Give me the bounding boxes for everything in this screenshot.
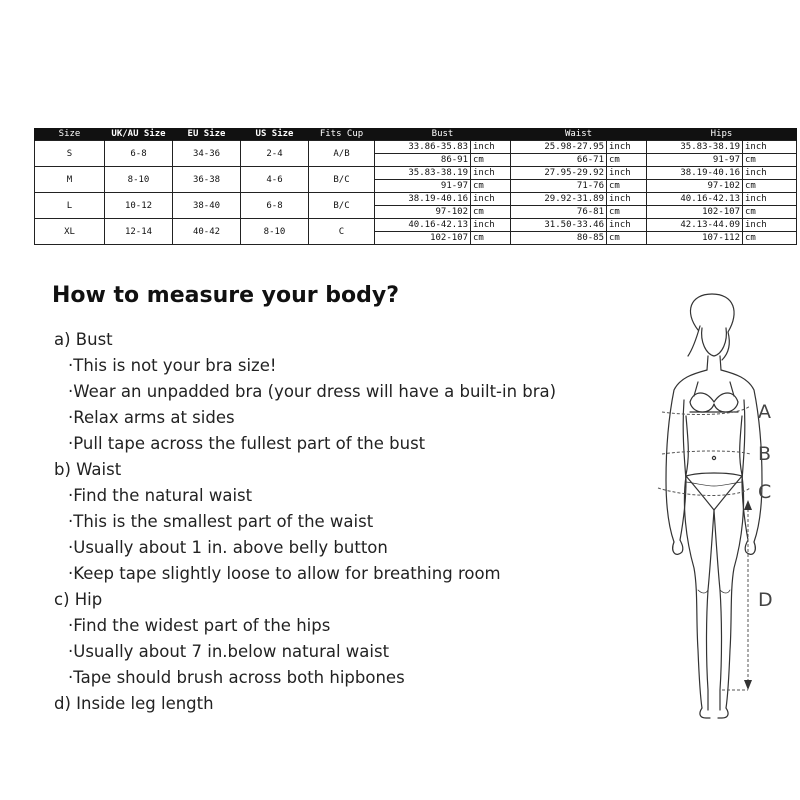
cell-size: L bbox=[35, 193, 105, 219]
cell-waist-inch: 31.50-33.46 bbox=[511, 219, 607, 232]
cell-uk-size: 12-14 bbox=[105, 219, 173, 245]
cell-bust-cm: 102-107 bbox=[375, 232, 471, 245]
cell-unit-cm: cm bbox=[607, 180, 647, 193]
cell-fits-cup: B/C bbox=[309, 193, 375, 219]
table-row bbox=[35, 193, 797, 206]
arrow-down-icon bbox=[744, 680, 752, 690]
cell-hips-inch: 38.19-40.16 bbox=[647, 167, 743, 180]
header-size: Size bbox=[35, 128, 105, 141]
cell-size: XL bbox=[35, 219, 105, 245]
cell-unit-inch: inch bbox=[743, 141, 797, 154]
cell-unit-inch: inch bbox=[471, 193, 511, 206]
cell-unit-inch: inch bbox=[607, 193, 647, 206]
arrow-up-icon bbox=[744, 500, 752, 510]
cell-unit-cm: cm bbox=[743, 232, 797, 245]
measure-lines bbox=[658, 406, 750, 686]
cell-unit-cm: cm bbox=[607, 206, 647, 219]
label-a: A bbox=[758, 401, 771, 423]
cell-eu-size: 36-38 bbox=[173, 167, 241, 193]
cell-waist-inch: 29.92-31.89 bbox=[511, 193, 607, 206]
label-d: D bbox=[758, 589, 773, 611]
cell-uk-size: 8-10 bbox=[105, 167, 173, 193]
cell-bust-cm: 97-102 bbox=[375, 206, 471, 219]
cell-unit-inch: inch bbox=[607, 141, 647, 154]
cell-unit-cm: cm bbox=[743, 154, 797, 167]
cell-bust-inch: 38.19-40.16 bbox=[375, 193, 471, 206]
cell-waist-cm: 66-71 bbox=[511, 154, 607, 167]
cell-hips-cm: 102-107 bbox=[647, 206, 743, 219]
header-us-size: US Size bbox=[241, 128, 309, 141]
cell-unit-inch: inch bbox=[743, 167, 797, 180]
body-measurement-figure bbox=[640, 290, 790, 720]
cell-unit-cm: cm bbox=[607, 154, 647, 167]
cell-size: M bbox=[35, 167, 105, 193]
cell-hips-cm: 107-112 bbox=[647, 232, 743, 245]
header-bust: Bust bbox=[375, 128, 511, 141]
waist-measure-line bbox=[662, 451, 750, 454]
list-item: ·Find the widest part of the hips bbox=[68, 616, 331, 635]
list-item: ·Usually about 1 in. above belly button bbox=[68, 538, 388, 557]
label-c: C bbox=[758, 481, 772, 503]
header-eu-size: EU Size bbox=[173, 128, 241, 141]
list-item: ·Tape should brush across both hipbones bbox=[68, 668, 405, 687]
cell-us-size: 2-4 bbox=[241, 141, 309, 167]
section-heading-inside-leg: d) Inside leg length bbox=[54, 694, 214, 713]
cell-bust-inch: 33.86-35.83 bbox=[375, 141, 471, 154]
section-heading-hip: c) Hip bbox=[54, 590, 103, 609]
measurement-guide bbox=[54, 327, 614, 717]
cell-us-size: 6-8 bbox=[241, 193, 309, 219]
cell-bust-inch: 35.83-38.19 bbox=[375, 167, 471, 180]
cell-bust-cm: 91-97 bbox=[375, 180, 471, 193]
cell-fits-cup: C bbox=[309, 219, 375, 245]
cell-waist-cm: 76-81 bbox=[511, 206, 607, 219]
cell-bust-inch: 40.16-42.13 bbox=[375, 219, 471, 232]
cell-hips-cm: 91-97 bbox=[647, 154, 743, 167]
page-title: How to measure your body? bbox=[52, 283, 400, 308]
cell-hips-inch: 40.16-42.13 bbox=[647, 193, 743, 206]
cell-waist-inch: 25.98-27.95 bbox=[511, 141, 607, 154]
section-heading-bust: a) Bust bbox=[54, 330, 113, 349]
cell-uk-size: 10-12 bbox=[105, 193, 173, 219]
list-item: ·Usually about 7 in.below natural waist bbox=[68, 642, 390, 661]
cell-unit-cm: cm bbox=[743, 206, 797, 219]
cell-unit-inch: inch bbox=[471, 141, 511, 154]
cell-unit-cm: cm bbox=[471, 232, 511, 245]
cell-bust-cm: 86-91 bbox=[375, 154, 471, 167]
cell-waist-inch: 27.95-29.92 bbox=[511, 167, 607, 180]
size-chart-table bbox=[34, 128, 797, 245]
label-b: B bbox=[758, 443, 772, 465]
table-row bbox=[35, 141, 797, 154]
table-row bbox=[35, 167, 797, 180]
cell-hips-inch: 42.13-44.09 bbox=[647, 219, 743, 232]
list-item: ·This is the smallest part of the waist bbox=[68, 512, 374, 531]
cell-eu-size: 38-40 bbox=[173, 193, 241, 219]
cell-unit-cm: cm bbox=[607, 232, 647, 245]
cell-eu-size: 34-36 bbox=[173, 141, 241, 167]
list-item: ·This is not your bra size! bbox=[68, 356, 277, 375]
cell-unit-cm: cm bbox=[471, 180, 511, 193]
cell-unit-inch: inch bbox=[607, 219, 647, 232]
cell-waist-cm: 71-76 bbox=[511, 180, 607, 193]
cell-hips-inch: 35.83-38.19 bbox=[647, 141, 743, 154]
list-item: ·Find the natural waist bbox=[68, 486, 253, 505]
cell-unit-inch: inch bbox=[743, 193, 797, 206]
cell-us-size: 8-10 bbox=[241, 219, 309, 245]
cell-unit-cm: cm bbox=[471, 206, 511, 219]
cell-us-size: 4-6 bbox=[241, 167, 309, 193]
table-header-row bbox=[35, 128, 797, 141]
list-item: ·Relax arms at sides bbox=[68, 408, 235, 427]
cell-unit-cm: cm bbox=[743, 180, 797, 193]
header-hips: Hips bbox=[647, 128, 797, 141]
table-row bbox=[35, 219, 797, 232]
cell-unit-inch: inch bbox=[471, 167, 511, 180]
header-uk-au-size: UK/AU Size bbox=[105, 128, 173, 141]
cell-eu-size: 40-42 bbox=[173, 219, 241, 245]
bust-measure-line bbox=[662, 406, 750, 414]
list-item: ·Pull tape across the fullest part of the bust bbox=[68, 434, 426, 453]
cell-unit-cm: cm bbox=[471, 154, 511, 167]
list-item: ·Wear an unpadded bra (your dress will have a built-in bra) bbox=[68, 382, 557, 401]
hip-measure-line bbox=[658, 488, 750, 496]
cell-size: S bbox=[35, 141, 105, 167]
cell-fits-cup: A/B bbox=[309, 141, 375, 167]
header-waist: Waist bbox=[511, 128, 647, 141]
section-heading-waist: b) Waist bbox=[54, 460, 122, 479]
cell-unit-inch: inch bbox=[607, 167, 647, 180]
cell-hips-cm: 97-102 bbox=[647, 180, 743, 193]
list-item: ·Keep tape slightly loose to allow for breathing room bbox=[68, 564, 501, 583]
cell-waist-cm: 80-85 bbox=[511, 232, 607, 245]
cell-uk-size: 6-8 bbox=[105, 141, 173, 167]
cell-unit-inch: inch bbox=[743, 219, 797, 232]
cell-fits-cup: B/C bbox=[309, 167, 375, 193]
header-fits-cup: Fits Cup bbox=[309, 128, 375, 141]
cell-unit-inch: inch bbox=[471, 219, 511, 232]
